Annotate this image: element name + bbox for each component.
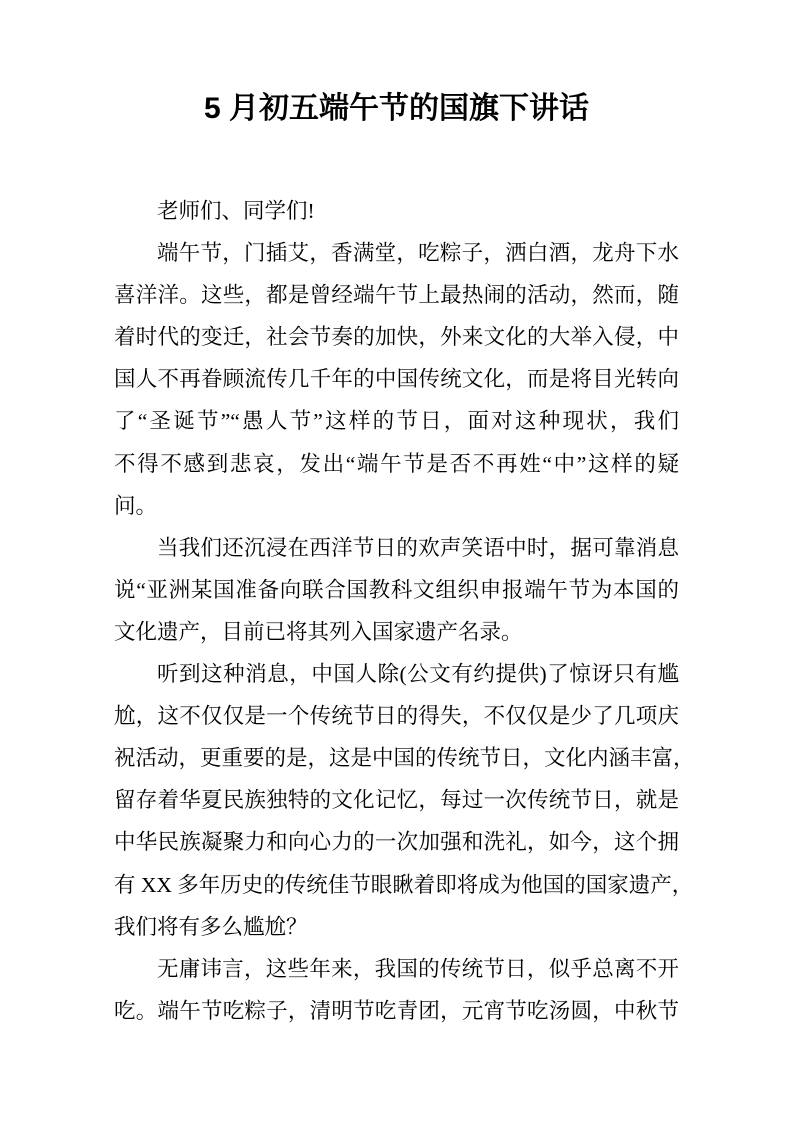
text-line: 无庸讳言，这些年来，我国的传统节日，似乎总离不开 [157, 956, 679, 981]
document-title: 5 月初五端午节的国旗下讲话 [203, 92, 590, 125]
text-line: 吃。端午节吃粽子，清明节吃青团，元宵节吃汤圆，中秋节 [114, 998, 679, 1023]
text-line: 听到这种消息，中国人除(公文有约提供)了惊讶只有尴 [157, 662, 679, 687]
text-line: 我们将有多么尴尬？ [114, 914, 308, 939]
document-body [114, 190, 695, 1032]
text-line: 尬，这不仅仅是一个传统节日的得失，不仅仅是少了几项庆 [114, 704, 679, 729]
text-line: 祝活动，更重要的是，这是中国的传统节日，文化内涵丰富， [114, 746, 695, 771]
text-line: 有 XX 多年历史的传统佳节眼瞅着即将成为他国的国家遗产， [114, 872, 694, 897]
text-line: 不得不感到悲哀，发出“端午节是否不再姓“中”这样的疑 [114, 451, 679, 476]
text-line: 当我们还沉浸在西洋节日的欢声笑语中时，据可靠消息 [157, 535, 679, 560]
text-line: 老师们、同学们! [157, 199, 315, 223]
text-line: 文化遗产，目前已将其列入国家遗产名录。 [114, 619, 523, 644]
text-line: 说“亚洲某国准备向联合国教科文组织申报端午节为本国的 [114, 577, 679, 602]
text-line: 了“圣诞节”“愚人节”这样的节日，面对这种现状，我们 [114, 409, 679, 434]
text-line: 着时代的变迁，社会节奏的加快，外来文化的大举入侵，中 [114, 325, 679, 350]
text-line: 国人不再眷顾流传几千年的中国传统文化，而是将目光转向 [114, 367, 679, 392]
text-line: 喜洋洋。这些，都是曾经端午节上最热闹的活动，然而，随 [114, 283, 679, 308]
text-line: 留存着华夏民族独特的文化记忆，每过一次传统节日，就是 [114, 788, 679, 813]
text-line: 端午节，门插艾，香满堂，吃粽子，洒白酒，龙舟下水 [157, 241, 679, 266]
text-line: 中华民族凝聚力和向心力的一次加强和洗礼，如今，这个拥 [114, 830, 679, 855]
text-line: 问。 [114, 493, 158, 518]
